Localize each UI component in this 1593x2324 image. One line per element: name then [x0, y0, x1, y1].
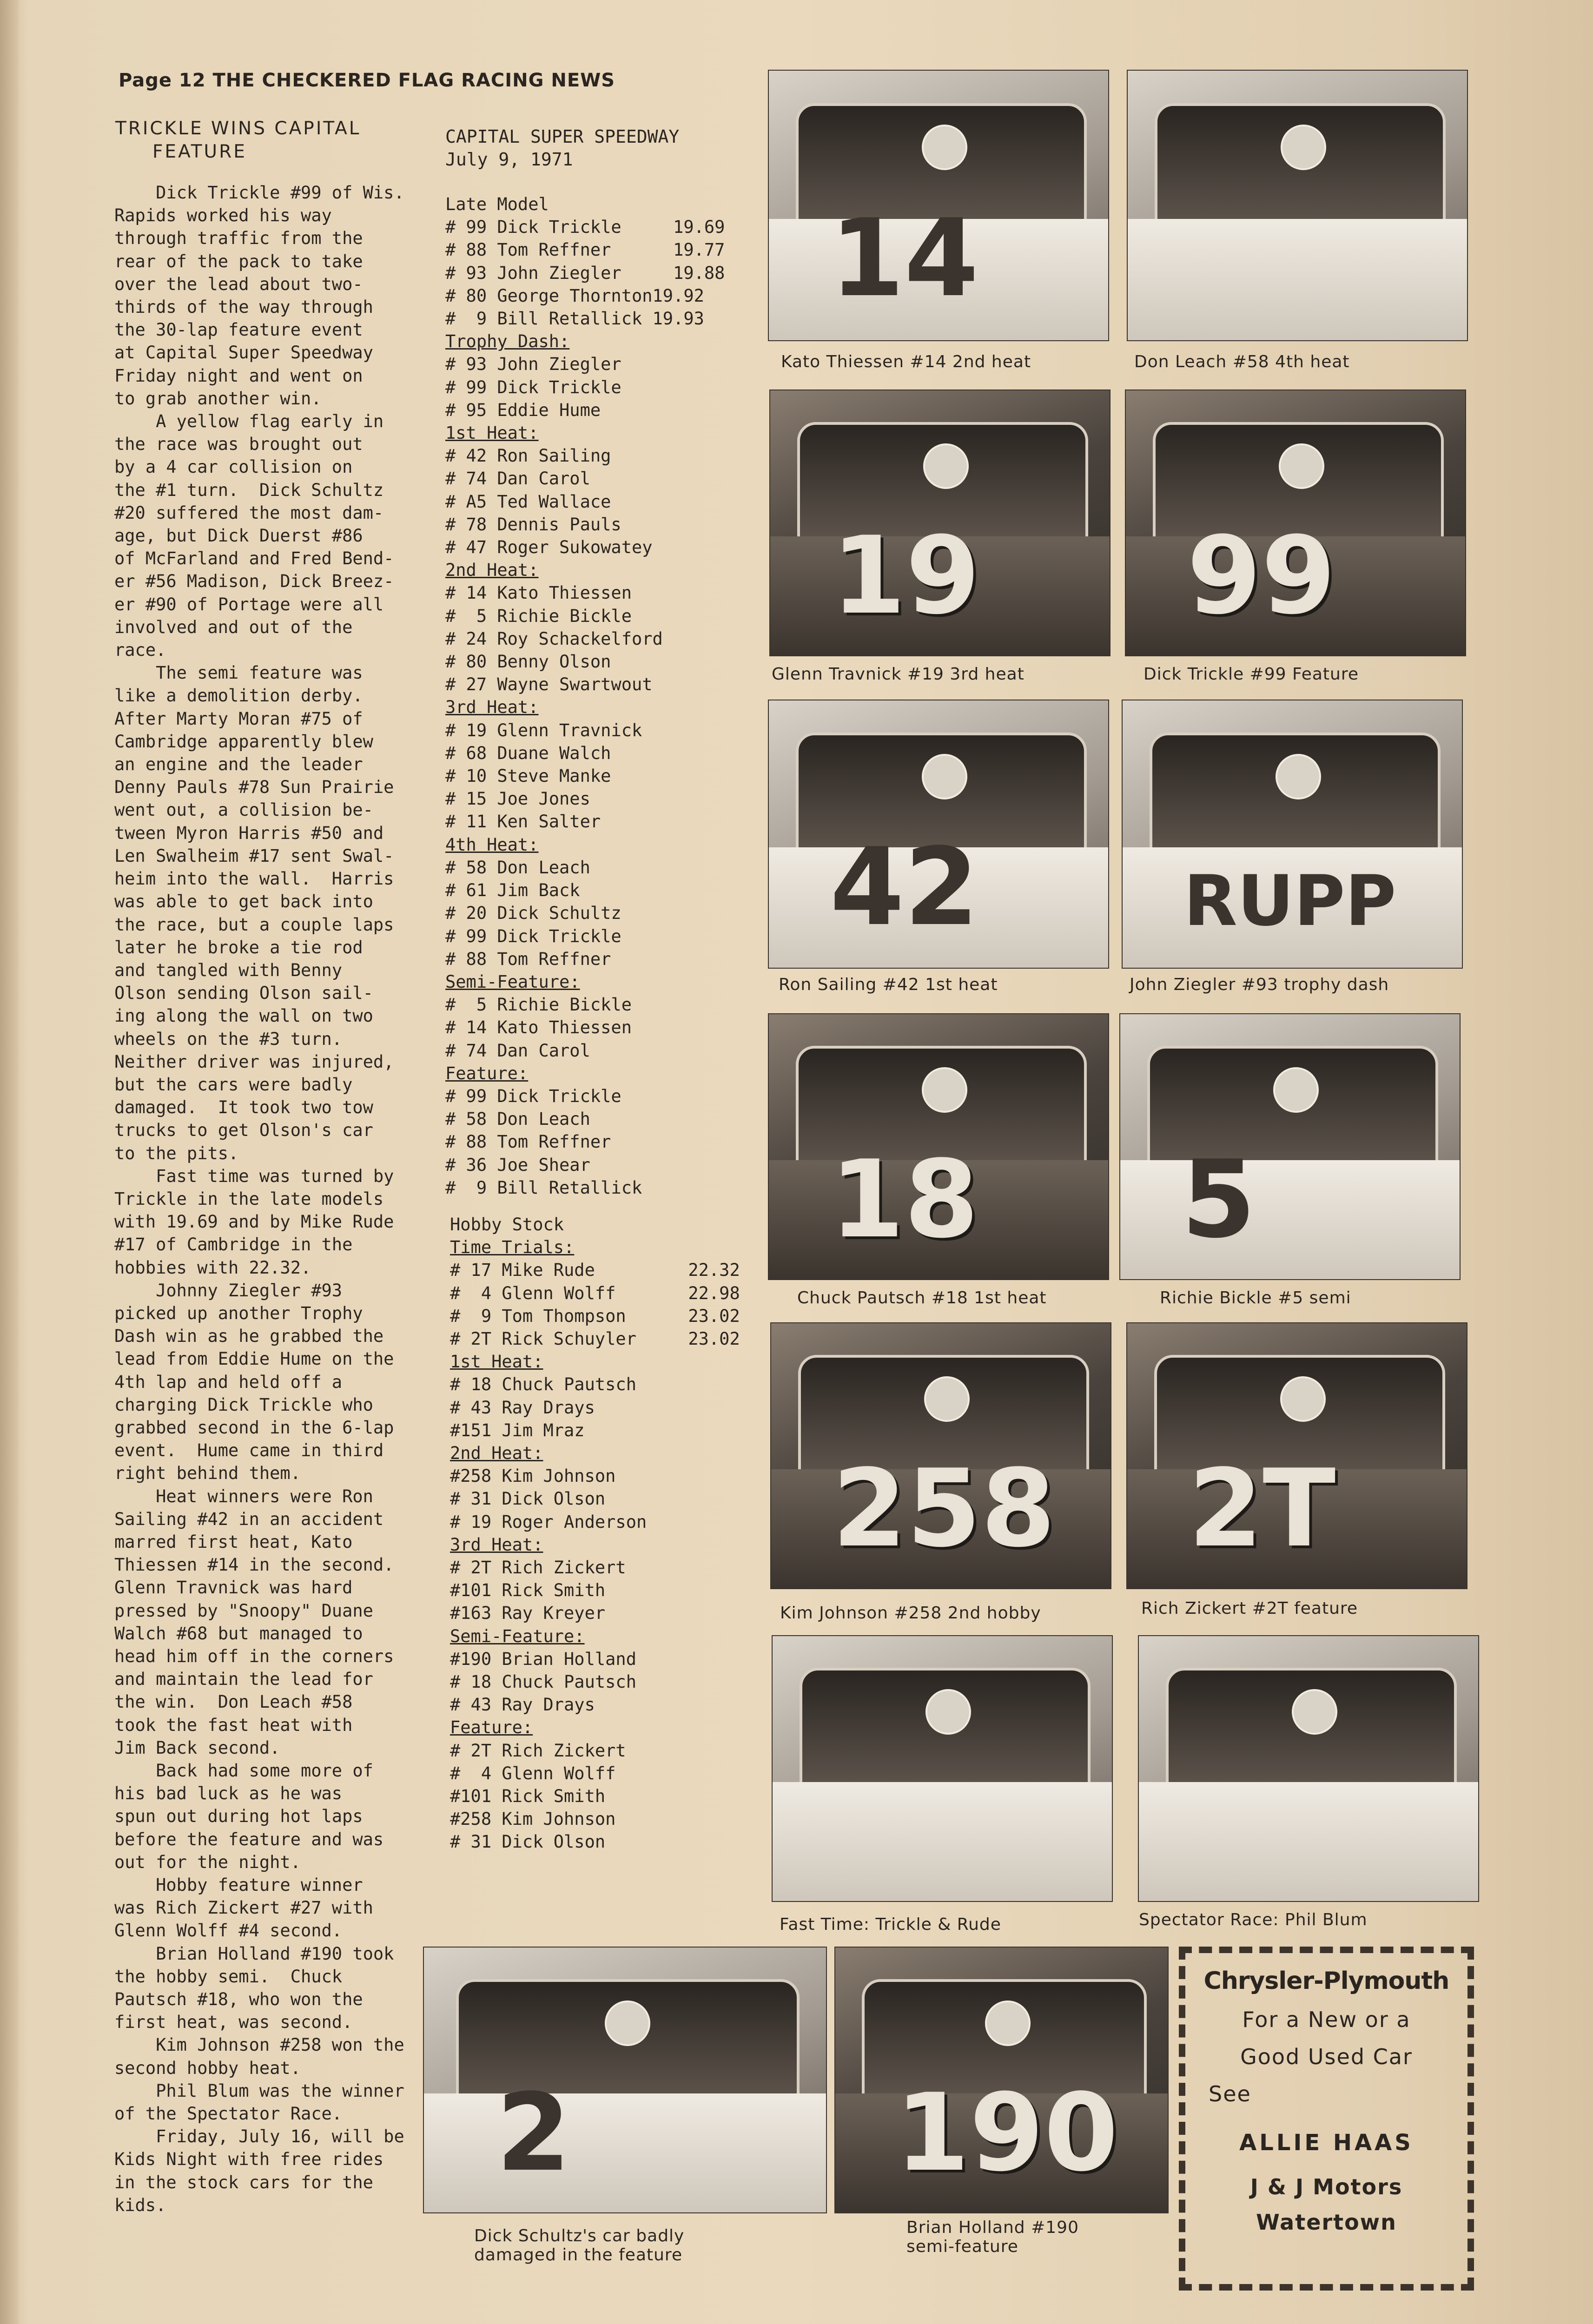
results-section-heading: 3rd Heat: — [450, 1534, 543, 1555]
race-photo — [768, 1013, 1109, 1280]
car-number: RUPP — [1183, 860, 1396, 942]
results-row: # 20 Dick Schultz — [445, 903, 621, 924]
story-line: tween Myron Harris #50 and — [114, 823, 384, 843]
story-line: wheels on the #3 turn. — [114, 1029, 343, 1049]
car-number: 2 — [496, 2071, 571, 2195]
race-photo — [1125, 390, 1466, 656]
story-line: damaged. It took two tow — [114, 1097, 373, 1118]
race-photo — [768, 700, 1109, 969]
results-row: # 36 Joe Shear — [445, 1155, 590, 1175]
results-section-heading: 1st Heat: — [450, 1352, 543, 1372]
story-line: was able to get back into — [114, 891, 373, 912]
driver-helmet — [1281, 125, 1326, 170]
driver-helmet — [922, 1067, 967, 1113]
results-row: # 11 Ken Salter — [445, 812, 601, 832]
story-line: before the feature and was — [114, 1829, 384, 1849]
results-row: #101 Rick Smith — [450, 1786, 606, 1807]
results-section-heading: Semi-Feature: — [445, 971, 580, 992]
story-line: event. Hume came in third — [114, 1440, 384, 1461]
hobby-stock-results — [450, 1213, 752, 1854]
results-row: # 74 Dan Carol — [445, 469, 590, 489]
results-title-line: CAPITAL SUPER SPEEDWAY — [445, 126, 680, 147]
story-line: first heat, was second. — [114, 2012, 353, 2033]
story-line: to the pits. — [114, 1143, 239, 1163]
results-row: # 88 Tom Reffner — [445, 949, 611, 969]
results-row: # 47 Roger Sukowatey — [445, 537, 653, 558]
story-line: marred first heat, Kato — [114, 1532, 353, 1552]
results-row: # 99 Dick Trickle — [445, 377, 621, 397]
story-line: of McFarland and Fred Bend- — [114, 548, 394, 569]
race-photo — [769, 390, 1110, 656]
results-row: # 42 Ron Sailing — [445, 446, 611, 466]
driver-helmet — [1292, 1689, 1337, 1735]
results-row: Late Model — [445, 194, 549, 214]
car-body — [1139, 1782, 1478, 1901]
results-row: # 68 Duane Walch — [445, 743, 611, 763]
driver-helmet — [1273, 1067, 1319, 1113]
race-photo — [1119, 1013, 1461, 1280]
results-row: # 24 Roy Schackelford — [445, 628, 663, 649]
story-line: charging Dick Trickle who — [114, 1394, 373, 1415]
story-line: over the lead about two- — [114, 274, 363, 294]
results-row: # 74 Dan Carol — [445, 1040, 590, 1061]
story-line: Dick Trickle #99 of Wis. — [114, 183, 404, 203]
story-line: Denny Pauls #78 Sun Prairie — [114, 777, 394, 798]
story-line: Trickle in the late models — [114, 1188, 384, 1209]
story-line: Cambridge apparently blew — [114, 731, 373, 752]
results-row: # 18 Chuck Pautsch — [450, 1672, 636, 1692]
race-photo — [1122, 700, 1463, 969]
story-line: went out, a collision be- — [114, 800, 373, 820]
car-number: 14 — [830, 197, 979, 321]
results-row: # 95 Eddie Hume — [445, 400, 601, 420]
driver-helmet — [922, 754, 967, 799]
results-row: # 61 Jim Back — [445, 880, 580, 901]
race-photo — [772, 1635, 1113, 1902]
results-row: # 14 Kato Thiessen — [445, 1017, 632, 1038]
race-photo — [1126, 1322, 1467, 1589]
results-row: #151 Jim Mraz — [450, 1420, 585, 1440]
photo-caption: Spectator Race: Phil Blum — [1139, 1910, 1368, 1929]
results-row: # 2T Rich Zickert — [450, 1740, 626, 1761]
story-line: age, but Dick Duerst #86 — [114, 526, 363, 546]
results-section-heading: Time Trials: — [450, 1237, 575, 1258]
results-section-heading: Feature: — [450, 1717, 533, 1738]
story-line: Sailing #42 in an accident — [114, 1509, 384, 1529]
driver-helmet — [1279, 443, 1324, 489]
results-row: #163 Ray Kreyer — [450, 1603, 606, 1624]
story-line: with 19.69 and by Mike Rude — [114, 1212, 394, 1232]
story-line: an engine and the leader — [114, 754, 363, 775]
results-row: # 9 Tom Thompson 23.02 — [450, 1306, 740, 1326]
story-line: Fast time was turned by — [114, 1166, 394, 1186]
results-row: # 4 Glenn Wolff 22.98 — [450, 1283, 740, 1303]
story-line: Phil Blum was the winner — [114, 2080, 404, 2101]
story-line: A yellow flag early in — [114, 411, 384, 432]
story-text — [114, 181, 440, 2217]
car-number: 18 — [830, 1138, 979, 1262]
results-row: # 5 Richie Bickle — [445, 606, 632, 626]
results-row: # 2T Rick Schuyler 23.02 — [450, 1329, 740, 1349]
results-row: #101 Rick Smith — [450, 1580, 606, 1601]
story-line: Dash win as he grabbed the — [114, 1326, 384, 1347]
story-line: picked up another Trophy — [114, 1303, 363, 1323]
results-row: # 31 Dick Olson — [450, 1489, 606, 1509]
story-line: Hobby feature winner — [114, 1875, 363, 1895]
results-row: # 93 John Ziegler — [445, 354, 621, 375]
results-section-heading: 1st Heat: — [445, 423, 539, 443]
car-body — [773, 1782, 1112, 1901]
results-row: # 2T Rich Zickert — [450, 1558, 626, 1578]
car-number: 19 — [831, 514, 980, 638]
story-line: to grab another win. — [114, 388, 322, 409]
ad-dealer: J & J Motors — [1250, 2174, 1403, 2199]
photo-caption: Kim Johnson #258 2nd hobby — [780, 1604, 1041, 1623]
results-section-heading: 3rd Heat: — [445, 697, 539, 718]
story-line: spun out during hot laps — [114, 1806, 363, 1827]
results-row: # 5 Richie Bickle — [445, 995, 632, 1015]
page-header: Page 12 THE CHECKERED FLAG RACING NEWS — [119, 70, 615, 91]
story-line: Kids Night with free rides — [114, 2149, 384, 2170]
story-line: After Marty Moran #75 of — [114, 708, 363, 729]
results-row: # 9 Bill Retallick 19.93 — [445, 309, 704, 329]
driver-helmet — [985, 2000, 1031, 2046]
results-row: # 43 Ray Drays — [450, 1695, 595, 1715]
results-section-heading: 2nd Heat: — [450, 1443, 543, 1464]
story-line: out for the night. — [114, 1852, 301, 1872]
car-number: 258 — [832, 1447, 1056, 1571]
story-line: er #90 of Portage were all — [114, 594, 384, 614]
race-photo — [423, 1947, 827, 2213]
story-line: Pautsch #18, who won the — [114, 1989, 363, 2010]
results-section-heading: 2nd Heat: — [445, 560, 539, 581]
ad-brand: Chrysler-Plymouth — [1203, 1967, 1449, 1995]
race-photo — [1127, 70, 1468, 341]
photo-caption: Dick Schultz's car badly damaged in the feature — [474, 2226, 685, 2265]
race-photo — [1138, 1635, 1479, 1902]
story-line: The semi feature was — [114, 663, 363, 683]
car-body — [424, 2093, 826, 2213]
ad-line-1: For a New or a — [1242, 2007, 1411, 2032]
photo-caption: Ron Sailing #42 1st heat — [779, 975, 998, 994]
story-line: right behind them. — [114, 1463, 301, 1484]
story-line: hobbies with 22.32. — [114, 1257, 311, 1278]
ad-town: Watertown — [1256, 2210, 1397, 2235]
late-model-results — [445, 193, 747, 1199]
results-row: # 17 Mike Rude 22.32 — [450, 1260, 740, 1281]
story-line: rear of the pack to take — [114, 251, 363, 271]
race-photo — [834, 1947, 1169, 2213]
results-row: # 99 Dick Trickle — [445, 926, 621, 946]
photo-caption: Chuck Pautsch #18 1st heat — [797, 1288, 1047, 1307]
story-line: #17 of Cambridge in the — [114, 1235, 353, 1255]
story-line: er #56 Madison, Dick Breez- — [114, 571, 394, 592]
photo-caption: Kato Thiessen #14 2nd heat — [781, 352, 1031, 371]
story-line: Friday, July 16, will be — [114, 2126, 404, 2147]
story-line: lead from Eddie Hume on the — [114, 1349, 394, 1369]
driver-helmet — [1276, 754, 1321, 799]
car-number: 190 — [895, 2071, 1118, 2195]
page-fold-edge — [0, 0, 19, 2324]
story-line: Len Swalheim #17 sent Swal- — [114, 845, 394, 866]
results-row: # 58 Don Leach — [445, 857, 590, 878]
story-line: kids. — [114, 2195, 166, 2215]
story-line: Heat winners were Ron — [114, 1486, 373, 1506]
story-line: Johnny Ziegler #93 — [114, 1280, 343, 1301]
story-line: of the Spectator Race. — [114, 2104, 343, 2124]
story-line: like a demolition derby. — [114, 686, 363, 706]
story-line: Thiessen #14 in the second. — [114, 1555, 394, 1575]
story-line: took the fast heat with — [114, 1715, 353, 1735]
ad-line-2: Good Used Car — [1240, 2044, 1413, 2069]
story-line: Glenn Travnick was hard — [114, 1578, 353, 1598]
story-line: heim into the wall. Harris — [114, 869, 394, 889]
story-line: involved and out of the — [114, 617, 353, 637]
story-line: trucks to get Olson's car — [114, 1120, 373, 1141]
photo-caption: Richie Bickle #5 semi — [1160, 1288, 1351, 1307]
results-row: # 4 Glenn Wolff — [450, 1763, 616, 1783]
story-line: but the cars were badly — [114, 1074, 353, 1095]
results-row: # 58 Don Leach — [445, 1109, 590, 1129]
results-row: # 14 Kato Thiessen — [445, 583, 632, 603]
results-row: # 9 Bill Retallick — [445, 1177, 642, 1198]
story-line: Friday night and went on — [114, 365, 363, 386]
driver-helmet — [605, 2000, 650, 2046]
story-line: the 30-lap feature event — [114, 320, 363, 340]
driver-helmet — [925, 1689, 971, 1735]
story-line: Kim Johnson #258 won the — [114, 2035, 404, 2055]
ad-dealer-name: ALLIE HAAS — [1239, 2130, 1414, 2156]
headline-line-2: FEATURE — [152, 141, 247, 162]
story-line: Neither driver was injured, — [114, 1051, 394, 1072]
story-line: Walch #68 but managed to — [114, 1623, 363, 1644]
photo-caption: Rich Zickert #2T feature — [1141, 1599, 1358, 1618]
race-photo — [768, 70, 1109, 341]
story-line: his bad luck as he was — [114, 1783, 343, 1804]
results-row: # 80 Benny Olson — [445, 652, 611, 672]
story-line: the race was brought out — [114, 434, 363, 455]
story-line: later he broke a tie rod — [114, 937, 363, 957]
story-line: by a 4 car collision on — [114, 457, 353, 477]
story-line: through traffic from the — [114, 228, 363, 249]
results-section-heading: Semi-Feature: — [450, 1626, 585, 1646]
photo-caption: Dick Trickle #99 Feature — [1144, 665, 1359, 684]
story-line: the win. Don Leach #58 — [114, 1692, 353, 1712]
results-row: # 93 John Ziegler 19.88 — [445, 263, 725, 283]
car-number: 5 — [1181, 1138, 1256, 1262]
story-line: Olson sending Olson sail- — [114, 983, 373, 1004]
car-number: 99 — [1187, 514, 1336, 638]
results-title-line: July 9, 1971 — [445, 149, 573, 170]
story-line: Rapids worked his way — [114, 205, 332, 226]
story-line: the hobby semi. Chuck — [114, 1966, 343, 1987]
story-line: Jim Back second. — [114, 1737, 280, 1758]
results-section-heading: Trophy Dash: — [445, 331, 570, 352]
results-row: # 18 Chuck Pautsch — [450, 1374, 636, 1395]
story-line: thirds of the way through — [114, 297, 373, 317]
photo-caption: Don Leach #58 4th heat — [1134, 352, 1350, 371]
driver-helmet — [1280, 1376, 1326, 1422]
photo-caption: Glenn Travnick #19 3rd heat — [772, 665, 1025, 684]
results-row: # 43 Ray Drays — [450, 1397, 595, 1418]
ad-line-3: See — [1209, 2081, 1251, 2106]
story-line: the #1 turn. Dick Schultz — [114, 480, 384, 500]
story-line: pressed by "Snoopy" Duane — [114, 1600, 373, 1621]
results-row: # 88 Tom Reffner — [445, 1132, 611, 1152]
story-line: second hobby heat. — [114, 2058, 301, 2078]
story-line: ing along the wall on two — [114, 1006, 373, 1026]
story-line: head him off in the corners — [114, 1646, 394, 1666]
story-line: Glenn Wolff #4 second. — [114, 1921, 343, 1941]
results-row: # 10 Steve Manke — [445, 766, 611, 786]
headline-line-1: TRICKLE WINS CAPITAL — [115, 118, 361, 139]
photo-caption: Fast Time: Trickle & Rude — [780, 1915, 1001, 1934]
results-row: #190 Brian Holland — [450, 1649, 636, 1669]
driver-helmet — [924, 1376, 970, 1422]
story-line: at Capital Super Speedway — [114, 343, 373, 363]
results-row: #258 Kim Johnson — [450, 1466, 616, 1486]
chrysler-plymouth-ad — [1179, 1947, 1474, 2291]
results-row: # 88 Tom Reffner 19.77 — [445, 240, 725, 260]
car-number: 42 — [830, 825, 979, 950]
results-row: # 99 Dick Trickle 19.69 — [445, 217, 725, 238]
story-line: in the stock cars for the — [114, 2172, 373, 2192]
driver-helmet — [922, 125, 967, 170]
results-row: # A5 Ted Wallace — [445, 491, 611, 512]
car-body — [1128, 219, 1467, 340]
results-row: # 80 George Thornton19.92 — [445, 285, 704, 306]
story-line: #20 suffered the most dam- — [114, 502, 384, 523]
story-line: and tangled with Benny — [114, 960, 343, 980]
results-row: # 31 Dick Olson — [450, 1832, 606, 1852]
results-row: # 27 Wayne Swartwout — [445, 674, 653, 695]
results-row: # 19 Glenn Travnick — [445, 720, 642, 740]
story-line: Back had some more of — [114, 1761, 373, 1781]
results-row: # 78 Dennis Pauls — [445, 514, 621, 535]
story-line: was Rich Zickert #27 with — [114, 1898, 373, 1918]
photo-caption: Brian Holland #190 semi-feature — [906, 2218, 1079, 2256]
story-line: race. — [114, 640, 166, 660]
story-line: Brian Holland #190 took — [114, 1943, 394, 1964]
results-section-heading: 4th Heat: — [445, 834, 539, 855]
results-title — [445, 125, 747, 171]
results-row: # 19 Roger Anderson — [450, 1512, 647, 1532]
story-line: and maintain the lead for — [114, 1669, 373, 1690]
results-row: # 15 Joe Jones — [445, 789, 590, 809]
story-line: the race, but a couple laps — [114, 914, 394, 935]
photo-caption: John Ziegler #93 trophy dash — [1130, 975, 1389, 994]
results-row: Hobby Stock — [450, 1215, 564, 1235]
story-line: grabbed second in the 6-lap — [114, 1417, 394, 1438]
results-row: # 99 Dick Trickle — [445, 1086, 621, 1106]
story-headline — [115, 117, 417, 164]
car-number: 2T — [1188, 1447, 1336, 1571]
car-body — [1120, 1160, 1460, 1280]
driver-helmet — [923, 443, 969, 489]
race-photo — [770, 1322, 1111, 1589]
results-row: #258 Kim Johnson — [450, 1809, 616, 1829]
results-section-heading: Feature: — [445, 1063, 529, 1083]
story-line: 4th lap and held off a — [114, 1372, 343, 1392]
